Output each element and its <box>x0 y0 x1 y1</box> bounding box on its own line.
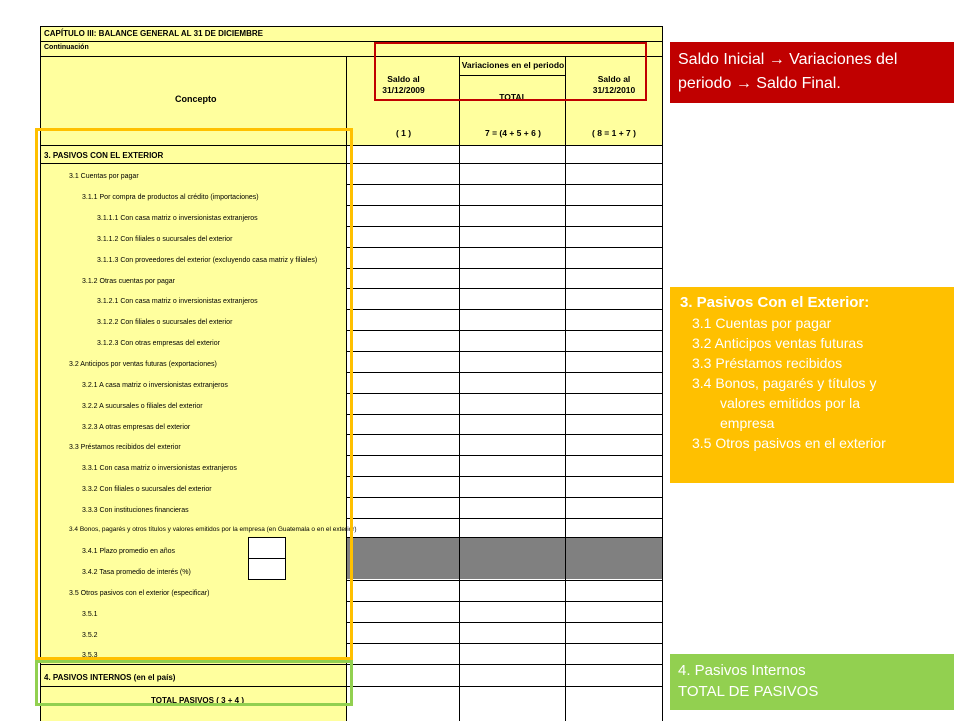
callout-flow <box>670 42 954 103</box>
continuation-label: Continuación <box>44 44 89 51</box>
row-line <box>347 476 662 477</box>
row-3-2: 3.2 Anticipos por ventas futuras (exportaciones) <box>69 361 217 368</box>
row-line <box>347 205 662 206</box>
col-saldo-inicial-area <box>347 145 460 721</box>
row-line <box>347 580 662 581</box>
row-line <box>347 537 662 538</box>
row-line <box>347 330 662 331</box>
row-line <box>347 184 662 185</box>
row-3-1-2-1: 3.1.2.1 Con casa matriz o inversionistas extranjeros <box>97 298 258 305</box>
row-3-3-2: 3.3.2 Con filiales o sucursales del exterior <box>82 486 212 493</box>
formula-7: 7 = (4 + 5 + 6 ) <box>485 128 541 138</box>
row-line <box>347 497 662 498</box>
row-3-1-1: 3.1.1 Por compra de productos al crédito (importaciones) <box>82 194 259 201</box>
row-3-1-2-3: 3.1.2.3 Con otras empresas del exterior <box>97 340 220 347</box>
row-line <box>347 309 662 310</box>
row-3-5-2: 3.5.2 <box>82 632 98 639</box>
row-line <box>347 518 662 519</box>
callout-flow-text: Saldo Inicial → Variaciones del periodo → Saldo Final. <box>678 51 898 92</box>
highlight-internos-box <box>35 660 353 706</box>
callout-exterior-item: 3.3 Préstamos recibidos <box>692 355 843 371</box>
row-3-1: 3.1 Cuentas por pagar <box>69 173 139 180</box>
row-3-5: 3.5 Otros pasivos con el exterior (especificar) <box>69 590 210 597</box>
row-3-1-1-1: 3.1.1.1 Con casa matriz o inversionistas extranjeros <box>97 215 258 222</box>
row-line <box>347 247 662 248</box>
row-line <box>347 414 662 415</box>
highlight-columns-box <box>374 42 647 101</box>
row-3-3-1: 3.3.1 Con casa matriz o inversionistas extranjeros <box>82 465 237 472</box>
row-3-1-2: 3.1.2 Otras cuentas por pagar <box>82 278 175 285</box>
row-4-pasivos-internos: 4. PASIVOS INTERNOS (en el país) <box>44 673 176 682</box>
row-total-pasivos: TOTAL PASIVOS ( 3 + 4 ) <box>151 696 244 705</box>
row-line <box>347 268 662 269</box>
callout-exterior-item: 3.2 Anticipos ventas futuras <box>692 335 864 351</box>
row-line <box>347 372 662 373</box>
row-3-3-3: 3.3.3 Con instituciones financieras <box>82 507 189 514</box>
row-line <box>347 351 662 352</box>
callout-exterior-item: valores emitidos por la <box>720 395 861 411</box>
saldo-inicial-header: Saldo al 31/12/2009 <box>382 74 425 95</box>
row-line <box>347 393 662 394</box>
callout-internos-line2: TOTAL DE PASIVOS <box>678 683 819 700</box>
concept-header: Concepto <box>175 94 217 104</box>
formula-8: ( 8 = 1 + 7 ) <box>592 128 636 138</box>
row-3-1-1-2: 3.1.1.2 Con filiales o sucursales del exterior <box>97 236 233 243</box>
row-3-2-3: 3.2.3 A otras empresas del exterior <box>82 424 191 431</box>
gray-cell <box>347 537 662 579</box>
row-3-2-2: 3.2.2 A sucursales o filiales del exterior <box>82 403 203 410</box>
row-3-2-1: 3.2.1 A casa matriz o inversionistas extranjeros <box>82 382 228 389</box>
row-line <box>347 434 662 435</box>
row-3-5-1: 3.5.1 <box>82 611 98 618</box>
row-line <box>347 643 662 644</box>
row-3-1-1-3: 3.1.1.3 Con proveedores del exterior (excluyendo casa matriz y filiales) <box>97 257 318 264</box>
highlight-exterior-box <box>35 128 353 660</box>
row-3-pasivos-exterior: 3. PASIVOS CON EL EXTERIOR <box>44 151 164 160</box>
row-line <box>347 288 662 289</box>
variaciones-header: Variaciones en el periodo <box>461 60 565 70</box>
row-3-5-3: 3.5.3 <box>82 652 98 659</box>
row-3-1-2-2: 3.1.2.2 Con filiales o sucursales del exterior <box>97 319 233 326</box>
row-line <box>347 226 662 227</box>
col-total-area <box>460 145 566 721</box>
row-line <box>347 455 662 456</box>
row-line <box>347 622 662 623</box>
row-3-4: 3.4 Bonos, pagarés y otros títulos y valores emitidos por la empresa (en Guatemala o en el exterior) <box>69 526 357 533</box>
row-3-3: 3.3 Préstamos recibidos del exterior <box>69 444 181 451</box>
callout-exterior-title: 3. Pasivos Con el Exterior: <box>680 294 870 311</box>
callout-exterior-item: 3.4 Bonos, pagarés y títulos y <box>692 375 877 391</box>
row-3-4-2: 3.4.2 Tasa promedio de interés (%) <box>82 569 191 576</box>
callout-internos-line1: 4. Pasivos Internos <box>678 662 806 679</box>
total-header: TOTAL <box>499 92 527 102</box>
row-3-4-1: 3.4.1 Plazo promedio en años <box>82 548 176 555</box>
chapter-title: CAPÍTULO III: BALANCE GENERAL AL 31 DE DICIEMBRE <box>44 29 263 38</box>
saldo-final-header: Saldo al 31/12/2010 <box>592 74 636 95</box>
callout-exterior-item: 3.5 Otros pasivos en el exterior <box>692 435 886 451</box>
callout-exterior <box>670 287 954 483</box>
row-line <box>347 601 662 602</box>
callout-exterior-item: 3.1 Cuentas por pagar <box>692 315 832 331</box>
callout-internos <box>670 654 954 710</box>
col-saldo-final-area <box>566 145 662 721</box>
callout-exterior-item: empresa <box>720 415 775 431</box>
formula-1: ( 1 ) <box>395 128 412 138</box>
